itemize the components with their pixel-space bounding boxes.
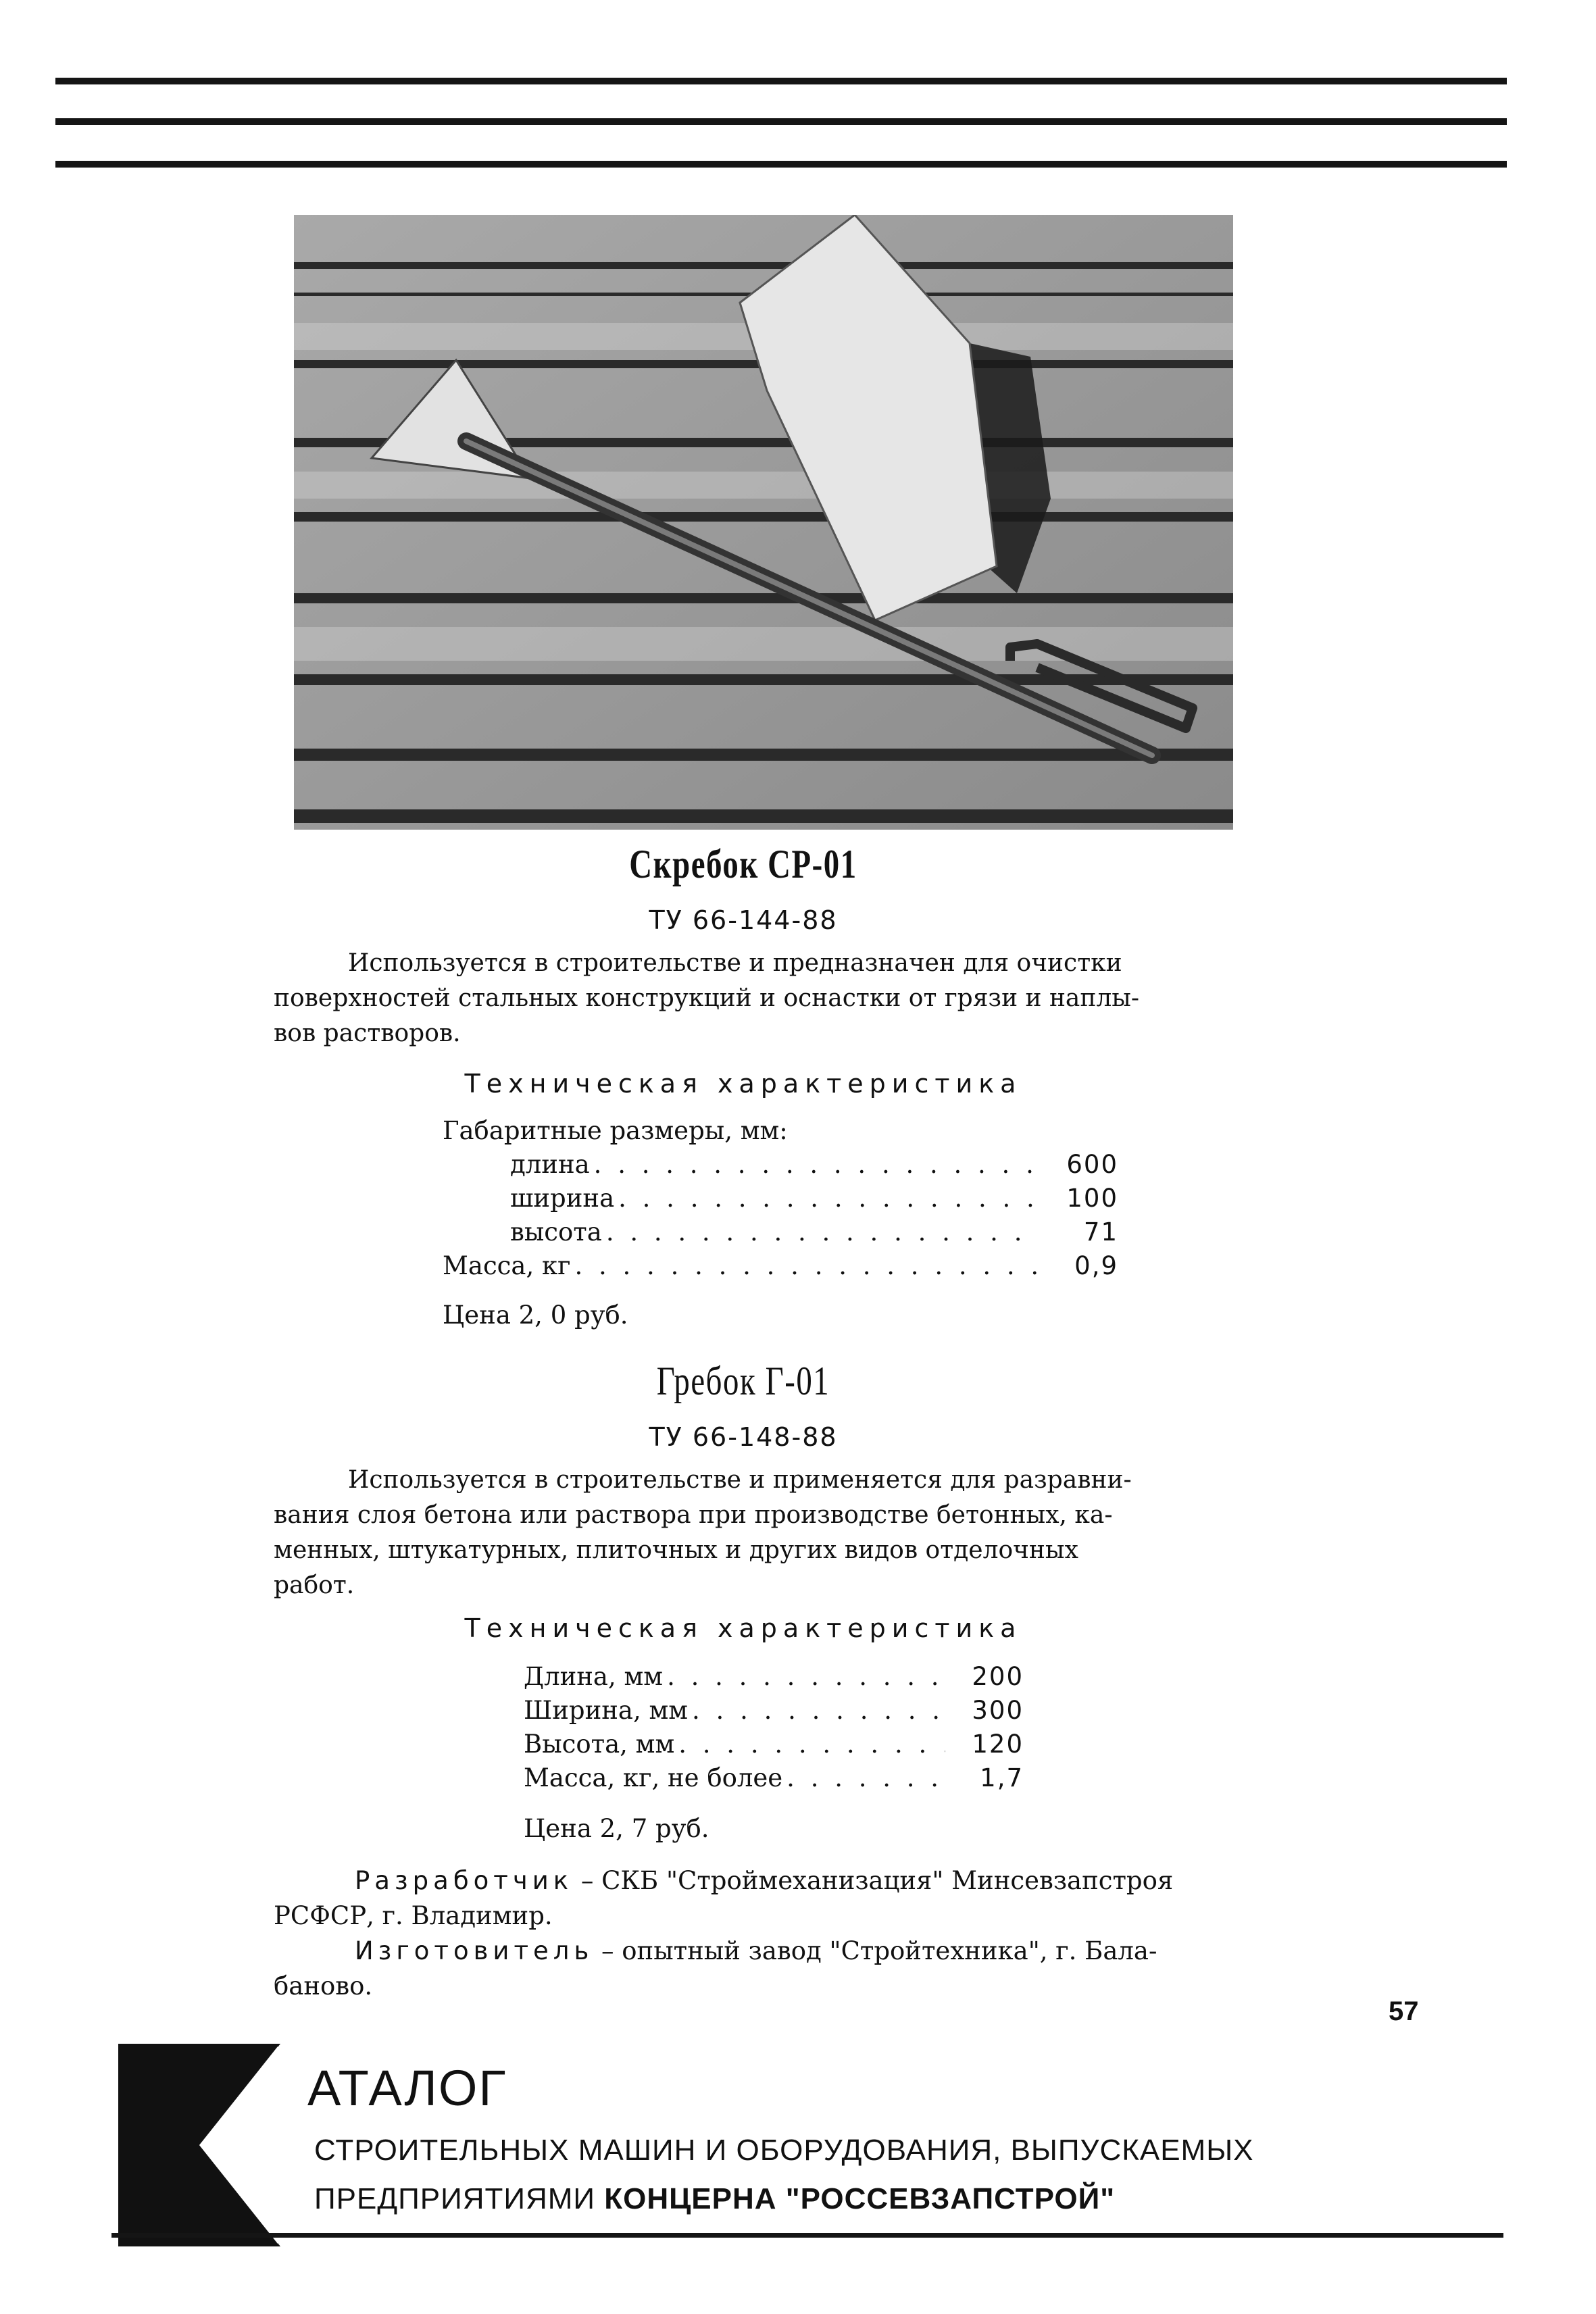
text-line: менных, штукатурных, плиточных и других видов отделочных [274,1536,1078,1564]
top-rule-1 [55,78,1507,84]
rake-description [274,1463,1277,1603]
spec-row [443,1184,1118,1217]
spec-value: 71 [1083,1217,1118,1247]
spec-value: 1,7 [980,1763,1024,1792]
spec-label: высота [510,1217,602,1247]
maker-line [274,1934,1277,1969]
spec-label: Высота, мм [524,1730,675,1759]
catalog-subtitle-1: СТРОИТЕЛЬНЫХ МАШИН И ОБОРУДОВАНИЯ, ВЫПУСКАЕМЫХ [314,2134,1254,2167]
developer-word: Разработчик [355,1866,574,1895]
spec-label: Масса, кг [443,1251,571,1280]
developer-line [274,1863,1277,1898]
rake-price: Цена 2, 7 руб. [524,1814,709,1843]
spec-label: Длина, мм [524,1662,664,1691]
maker-line-2: баново. [274,1971,373,2001]
text-line: вания слоя бетона или раствора при производстве бетонных, ка- [274,1501,1113,1529]
scraper-specs [443,1150,1118,1285]
page-number: 57 [1389,1996,1419,2026]
spec-value: 600 [1066,1150,1118,1179]
spec-value: 120 [972,1730,1024,1759]
text-line: Используется в строительстве и предназначен для очистки [348,949,1122,977]
rake-title: Гребок Г-01 [656,1359,830,1403]
top-rule-2 [55,118,1507,125]
spec-label: ширина [510,1184,615,1213]
developer-text: – СКБ "Строймеханизация" Минсевзапстроя [573,1866,1174,1895]
catalog-title: АТАЛОГ [307,2060,507,2116]
spec-value: 0,9 [1074,1251,1118,1280]
text-line: Используется в строительстве и применяется для разравни- [348,1466,1132,1494]
spec-row [524,1763,1024,1797]
scraper-title: Скребок СР-01 [629,842,857,886]
spec-row [524,1662,1024,1696]
spec-row [443,1217,1118,1251]
text-line: поверхностей стальных конструкций и оснастки от грязи и наплы- [274,984,1140,1012]
spec-row [524,1696,1024,1730]
spec-label: Ширина, мм [524,1696,689,1725]
developer-line-2: РСФСР, г. Владимир. [274,1901,553,1930]
spec-value: 300 [972,1696,1024,1725]
catalog-k-logo [118,2044,280,2246]
spec-row [443,1251,1118,1285]
text-line: вов растворов. [274,1020,461,1047]
scraper-description [274,946,1277,1051]
maker-word: Изготовитель [355,1936,594,1965]
rake-tu-code: ТУ 66-148-88 [649,1422,838,1452]
spec-row [524,1730,1024,1763]
scraper-price: Цена 2, 0 руб. [443,1301,628,1330]
catalog-subtitle-2a: ПРЕДПРИЯТИЯМИ [314,2182,605,2215]
spec-label: длина [510,1150,590,1179]
spec-value: 100 [1066,1184,1118,1213]
spec-label: Масса, кг, не более [524,1763,783,1792]
catalog-subtitle-2b: КОНЦЕРНА "РОССЕВЗАПСТРОЙ" [604,2182,1116,2215]
top-rule-3 [55,161,1507,168]
scraper-dims-label: Габаритные размеры, мм: [443,1116,788,1145]
scraper-and-rake-photo [294,215,1233,830]
spec-value: 200 [972,1662,1024,1691]
credits-block [274,1863,1277,2004]
scraper-spec-title: Техническая характеристика [464,1069,1022,1099]
rake-spec-title: Техническая характеристика [464,1613,1022,1643]
rake-specs [524,1662,1024,1797]
spec-row [443,1150,1118,1184]
maker-text: – опытный завод "Стройтехника", г. Бала- [593,1936,1157,1965]
catalog-subtitle-2 [314,2182,1115,2216]
scraper-tu-code: ТУ 66-144-88 [649,905,838,935]
bottom-rule [111,2233,1503,2238]
text-line: работ. [274,1571,355,1599]
